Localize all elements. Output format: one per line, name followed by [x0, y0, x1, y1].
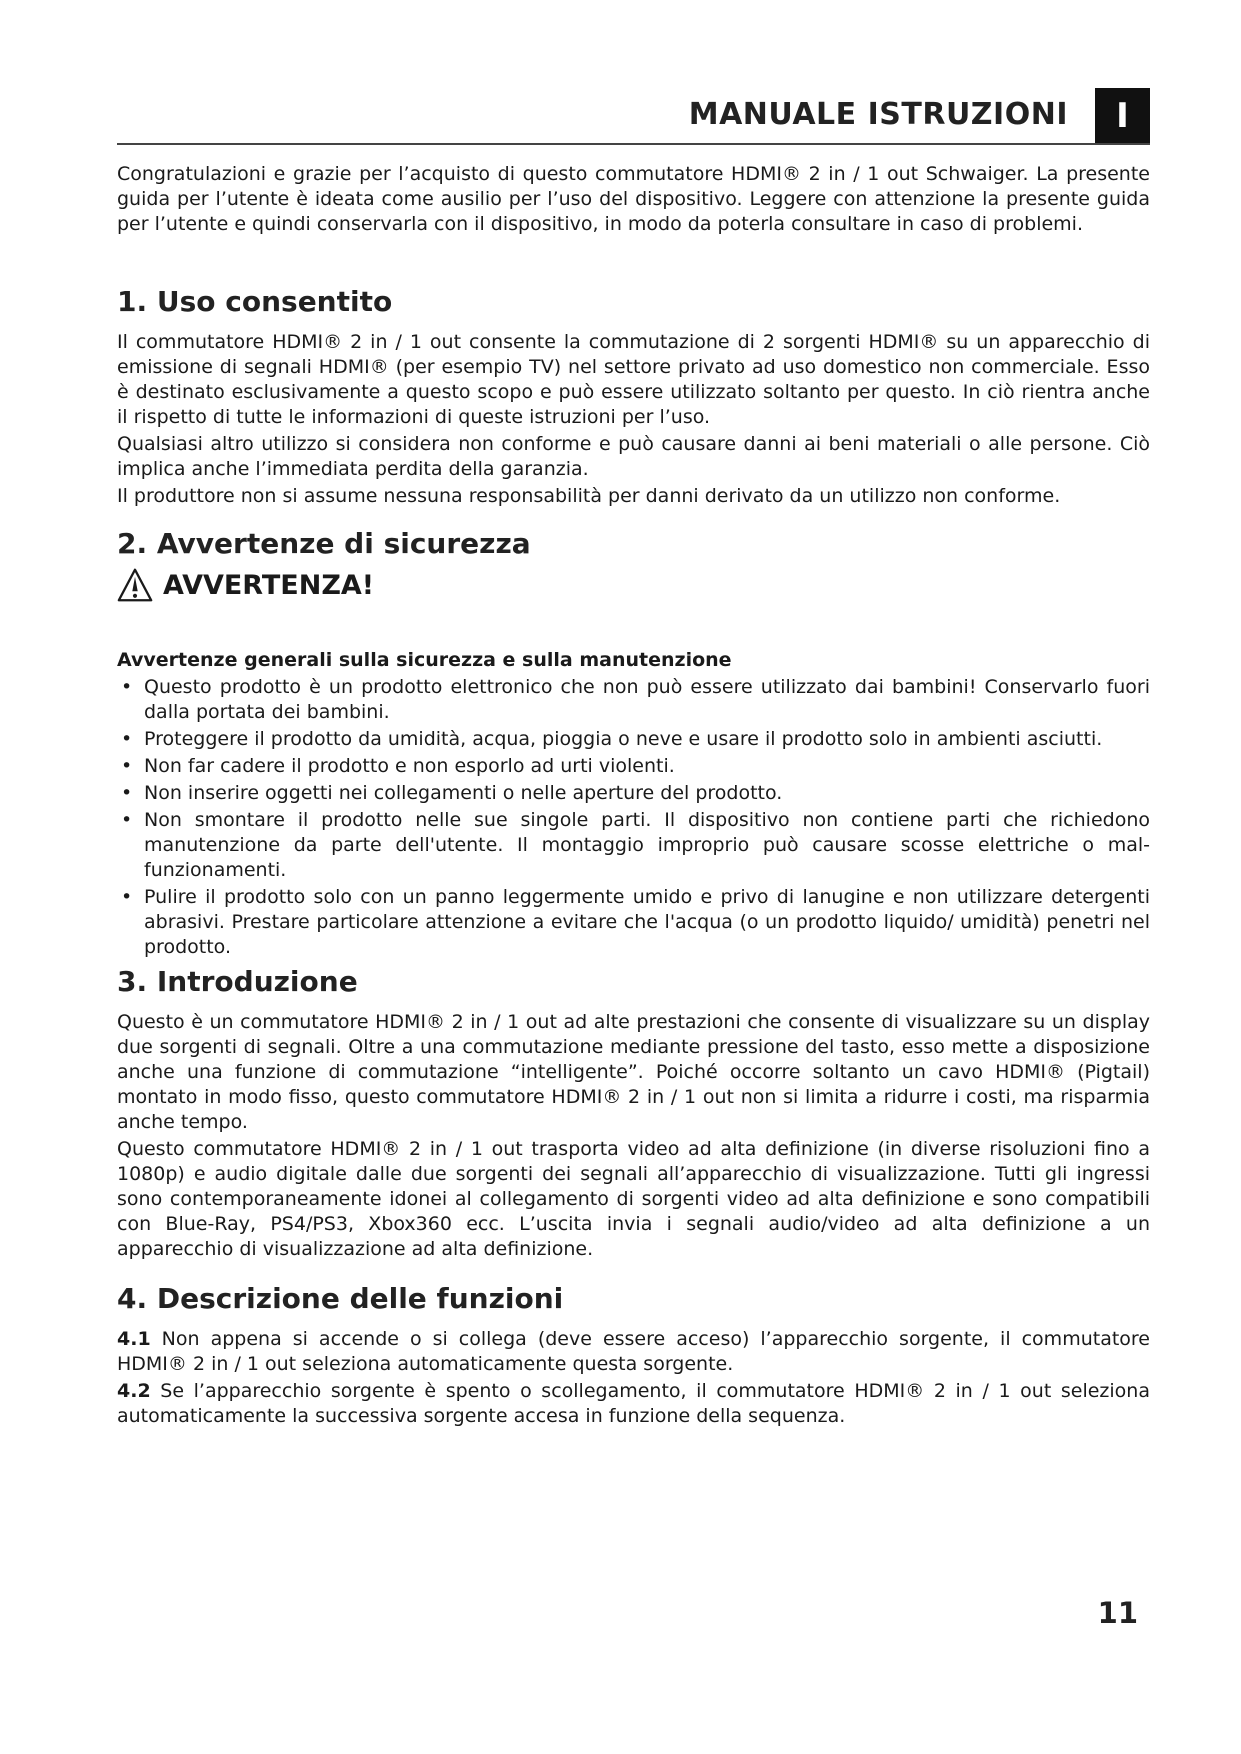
feature-text: Non appena si accende o si collega (deve essere acceso) l’apparecchio sorgente, il commutatore HDMI® 2 in / 1 out seleziona automaticamente questa sorgente.: [117, 1328, 1150, 1375]
list-item: • Questo prodotto è un prodotto elettronico che non può essere utilizzato dai bambini! Conservarlo fuori dalla portata dei bambini.: [117, 675, 1150, 725]
section-introduzione: [117, 966, 1150, 1264]
header-title: MANUALE ISTRUZIONI: [688, 97, 1068, 132]
manual-page: [117, 0, 1150, 1754]
list-item: • Proteggere il prodotto da umidità, acqua, pioggia o neve e usare il prodotto solo in ambienti asciutti.: [117, 727, 1150, 752]
intro-paragraph: Congratulazioni e grazie per l’acquisto di questo commutatore HDMI® 2 in / 1 out Schwaiger. La presente guida per l’utente è ideata come ausilio per l’uso del dispositivo. Leggere con attenzione la presente guida per l’utente e quindi conservarla con il dispositivo, in modo da poterla consultare in caso di problemi.: [117, 163, 1150, 235]
list-item: • Non inserire oggetti nei collegamenti o nelle aperture del prodotto.: [117, 781, 1150, 806]
safety-subheading: Avvertenze generali sulla sicurezza e sulla manutenzione: [117, 649, 732, 671]
feature-number: 4.2: [117, 1380, 151, 1402]
language-tab: I: [1095, 88, 1150, 144]
section-funzioni: [117, 1283, 1150, 1431]
paragraph: Questo è un commutatore HDMI® 2 in / 1 out ad alte prestazioni che consente di visualizzare su un display due sorgenti di segnali. Oltre a una commutazione mediante pressione del tasto, esso mette a disposizione anche una funzione di commutazione “intelligente”. Poiché occorre soltanto un cavo HDMI® (Pigtail) montato in modo fisso, questo commutatore HDMI® 2 in / 1 out non si limita a ridurre i costi, ma risparmia anche tempo.: [117, 1011, 1150, 1133]
page-header: [117, 88, 1150, 146]
list-item: • Non far cadere il prodotto e non esporlo ad urti violenti.: [117, 754, 1150, 779]
section-title: 2. Avvertenze di sicurezza: [117, 527, 531, 560]
feature-item: [117, 1327, 1150, 1377]
paragraph: Qualsiasi altro utilizzo si considera non conforme e può causare danni ai beni materiali o alle persone. Ciò implica anche l’immediata perdita della garanzia.: [117, 433, 1150, 480]
section-title: 1. Uso consentito: [117, 285, 393, 318]
list-item: • Pulire il prodotto solo con un panno leggermente umido e privo di lanugine e non utilizzare detergenti abrasivi. Prestare particolare attenzione a evitare che l'acqua (o un prodotto liquido/ umidità) penetri nel prodotto.: [117, 885, 1150, 960]
section-title: 4. Descrizione delle funzioni: [117, 1282, 564, 1315]
header-divider: [117, 143, 1150, 145]
page-number: 11: [1097, 1596, 1138, 1630]
paragraph: Il produttore non si assume nessuna responsabilità per danni derivato da un utilizzo non conforme.: [117, 485, 1061, 507]
feature-number: 4.1: [117, 1328, 151, 1350]
section-title: 3. Introduzione: [117, 965, 358, 998]
section-avvertenze: [117, 528, 1150, 962]
paragraph: Questo commutatore HDMI® 2 in / 1 out trasporta video ad alta definizione (in diverse risoluzioni fino a 1080p) e audio digitale dalle due sorgenti dei segnali all’apparecchio di visualizzazione. Tutti gli ingressi sono contemporaneamente idonei al collegamento di sorgenti video ad alta definizione e sono compatibili con Blue-Ray, PS4/PS3, Xbox360 ecc. L’uscita invia i segnali audio/video ad alta definizione a un apparecchio di visualizzazione ad alta definizione.: [117, 1138, 1150, 1260]
safety-list: [117, 675, 1150, 960]
section-uso-consentito: [117, 286, 1150, 511]
list-item: • Non smontare il prodotto nelle sue singole parti. Il dispositivo non contiene parti che richiedono manutenzione da parte dell'utente. Il montaggio improprio può causare scosse elettriche o mal-funzionamenti.: [117, 808, 1150, 883]
warning-triangle-icon: [117, 567, 153, 603]
warning-label: AVVERTENZA!: [163, 569, 375, 601]
warning-banner: [117, 564, 1150, 606]
feature-item: [117, 1379, 1150, 1429]
feature-text: Se l’apparecchio sorgente è spento o scollegamento, il commutatore HDMI® 2 in / 1 out seleziona automaticamente la successiva sorgente accesa in funzione della sequenza.: [117, 1380, 1150, 1427]
paragraph: Il commutatore HDMI® 2 in / 1 out consente la commutazione di 2 sorgenti HDMI® su un apparecchio di emissione di segnali HDMI® (per esempio TV) nel settore privato ad uso domestico non commerciale. Esso è destinato esclusivamente a questo scopo e può essere utilizzato soltanto per questo. In ciò rientra anche il rispetto di tutte le informazioni di queste istruzioni per l’uso.: [117, 331, 1150, 428]
intro-section: [117, 162, 1150, 237]
